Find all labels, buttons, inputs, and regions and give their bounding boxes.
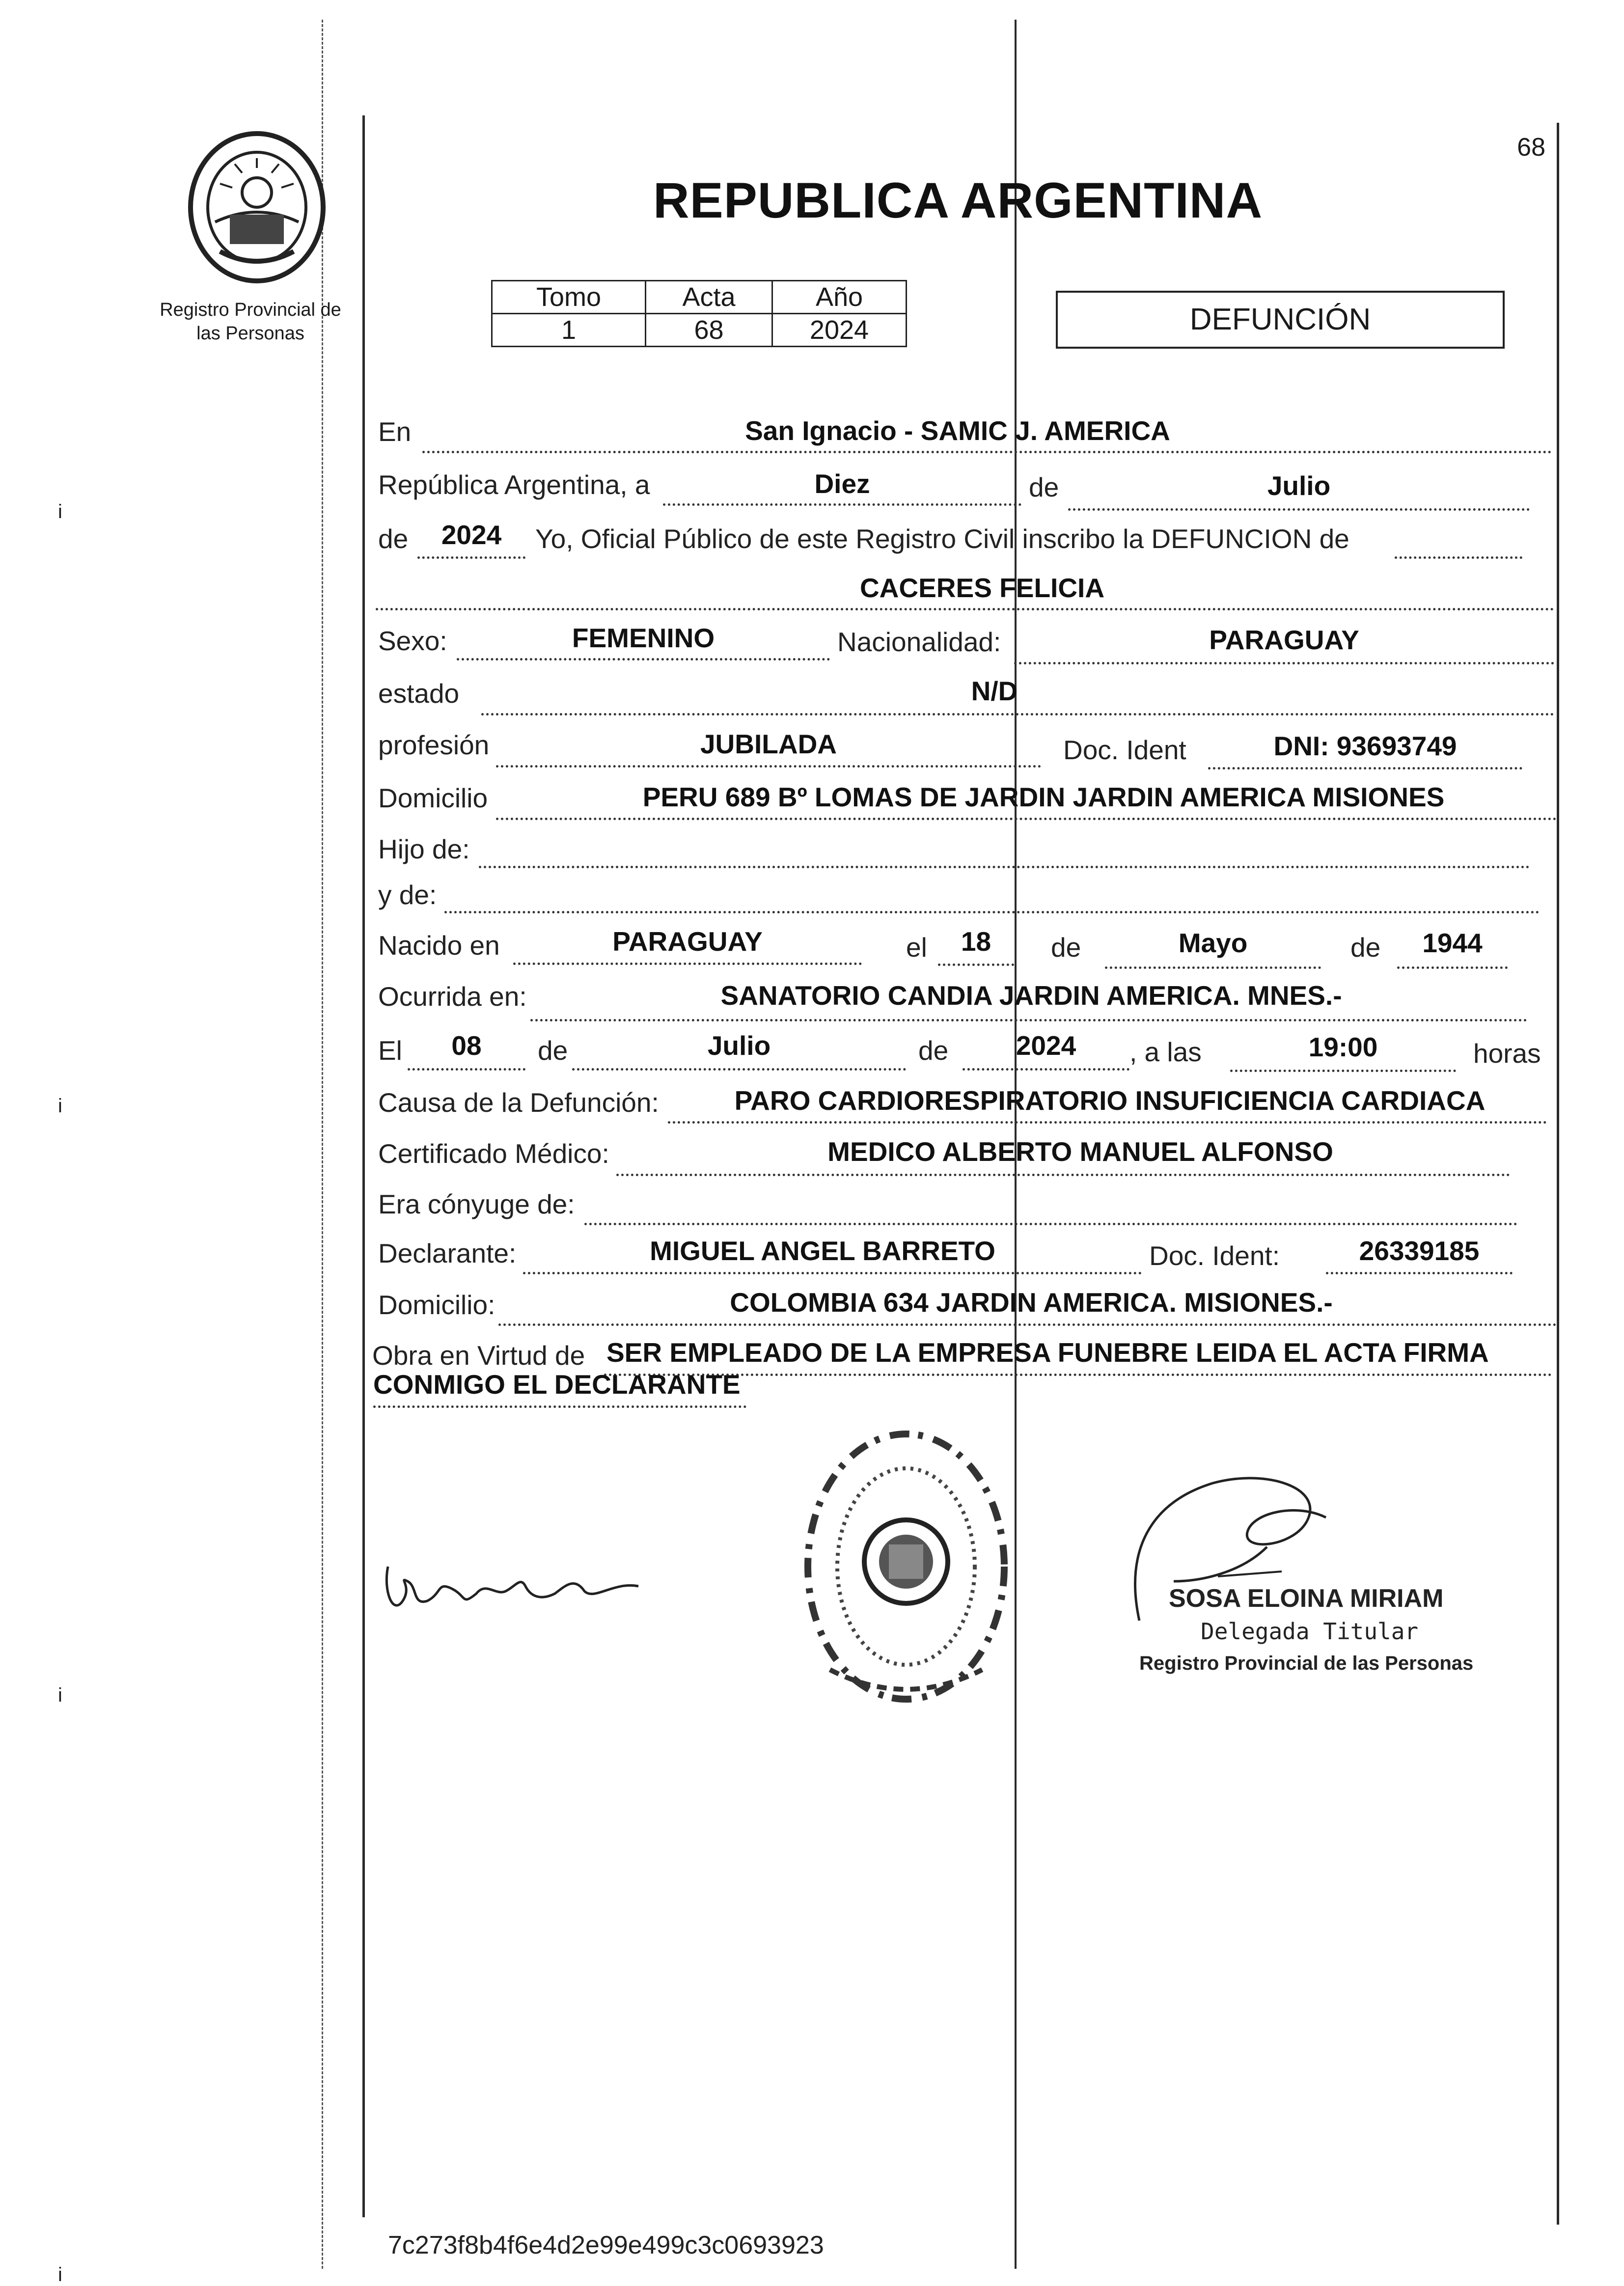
hours-label: horas bbox=[1473, 1038, 1541, 1069]
dotted-line bbox=[513, 963, 862, 965]
dotted-line bbox=[422, 451, 1552, 453]
child-of-label: Hijo de: bbox=[378, 834, 470, 864]
record-type-box: DEFUNCIÓN bbox=[1056, 291, 1505, 349]
de-label: de bbox=[1029, 472, 1059, 502]
place-value: San Ignacio - SAMIC J. AMERICA bbox=[745, 415, 1170, 446]
official-name: SOSA ELOINA MIRIAM bbox=[1169, 1584, 1444, 1613]
tomo-header: Tomo bbox=[492, 281, 646, 314]
declarant-signature bbox=[378, 1547, 653, 1625]
dotted-line bbox=[1208, 767, 1522, 770]
address-label: Domicilio bbox=[378, 783, 488, 813]
birth-year: 1944 bbox=[1422, 928, 1483, 958]
dotted-line bbox=[1326, 1272, 1513, 1274]
year-value: 2024 bbox=[441, 520, 502, 550]
form-right-border bbox=[1557, 123, 1559, 2225]
republica-label: República Argentina, a bbox=[378, 469, 650, 500]
civil-status-value: N/D bbox=[971, 676, 1018, 706]
declarant-value: MIGUEL ANGEL BARRETO bbox=[650, 1236, 995, 1266]
de-label: de bbox=[378, 523, 409, 554]
dotted-line bbox=[1014, 662, 1554, 664]
sex-value: FEMENINO bbox=[572, 623, 715, 653]
scan-mark: i bbox=[58, 1095, 62, 1117]
certificate-value: MEDICO ALBERTO MANUEL ALFONSO bbox=[827, 1136, 1333, 1167]
dotted-line bbox=[1068, 508, 1530, 511]
dotted-line bbox=[523, 1272, 1142, 1274]
scan-mark: i bbox=[58, 2264, 62, 2286]
registry-caption: Registro Provincial de las Personas bbox=[160, 300, 341, 344]
and-of-label: y de: bbox=[378, 880, 437, 910]
official-role: Delegada Titular bbox=[1201, 1618, 1419, 1645]
dotted-line bbox=[479, 866, 1530, 868]
page-number: 68 bbox=[1517, 133, 1545, 162]
cause-value: PARO CARDIORESPIRATORIO INSUFICIENCIA CARDIACA bbox=[734, 1085, 1486, 1116]
death-time: 19:00 bbox=[1308, 1032, 1378, 1062]
birth-month: Mayo bbox=[1178, 928, 1248, 958]
doc-value: DNI: 93693749 bbox=[1273, 731, 1457, 761]
born-in-label: Nacido en bbox=[378, 930, 500, 961]
death-month: Julio bbox=[707, 1030, 771, 1061]
dotted-line bbox=[572, 1068, 906, 1071]
en-label: En bbox=[378, 416, 412, 447]
occurred-at-value: SANATORIO CANDIA JARDIN AMERICA. MNES.- bbox=[720, 980, 1342, 1011]
month-value: Julio bbox=[1267, 470, 1331, 501]
nationality-label: Nacionalidad: bbox=[837, 627, 1001, 657]
dotted-line bbox=[1397, 966, 1508, 969]
dotted-line bbox=[1230, 1070, 1456, 1072]
anio-header: Año bbox=[772, 281, 907, 314]
dotted-line bbox=[530, 1019, 1527, 1021]
birth-day: 18 bbox=[961, 926, 991, 957]
dotted-line bbox=[604, 1374, 1552, 1376]
form-left-border bbox=[362, 115, 365, 2217]
birthplace-value: PARAGUAY bbox=[612, 926, 763, 957]
anio-value: 2024 bbox=[772, 314, 907, 347]
acta-value: 68 bbox=[646, 314, 772, 347]
dotted-line bbox=[373, 1405, 746, 1408]
de-label: de bbox=[1051, 932, 1081, 963]
dotted-line bbox=[444, 911, 1540, 913]
provincial-seal-emblem bbox=[186, 129, 328, 286]
scan-mark: i bbox=[58, 1684, 62, 1706]
de-label: de bbox=[918, 1035, 949, 1066]
official-registry: Registro Provincial de las Personas bbox=[1139, 1653, 1474, 1674]
declarant-doc-label: Doc. Ident: bbox=[1149, 1240, 1280, 1271]
profession-label: profesión bbox=[378, 730, 490, 760]
at-label: , a las bbox=[1129, 1037, 1202, 1067]
dotted-line bbox=[417, 556, 525, 559]
death-year: 2024 bbox=[1016, 1030, 1076, 1061]
official-statement: Yo, Oficial Público de este Registro Civil inscribo la DEFUNCION de bbox=[535, 523, 1349, 554]
dotted-line bbox=[584, 1223, 1517, 1225]
document-title: REPUBLICA ARGENTINA bbox=[653, 172, 1263, 228]
cause-label: Causa de la Defunción: bbox=[378, 1087, 659, 1118]
dotted-line bbox=[668, 1121, 1547, 1124]
document-hash: 7c273f8b4f6e4d2e99e499c3c0693923 bbox=[388, 2231, 824, 2259]
deceased-name: CACERES FELICIA bbox=[859, 573, 1105, 603]
official-stamp bbox=[791, 1414, 1021, 1719]
dotted-line bbox=[1105, 966, 1321, 969]
civil-status-label: estado bbox=[378, 678, 460, 709]
dotted-line bbox=[496, 765, 1041, 768]
acta-header: Acta bbox=[646, 281, 772, 314]
nationality-value: PARAGUAY bbox=[1209, 625, 1359, 655]
by-virtue-text-1: SER EMPLEADO DE LA EMPRESA FUNEBRE LEIDA EL ACTA FIRMA bbox=[606, 1337, 1489, 1368]
el-label: el bbox=[906, 932, 927, 963]
by-virtue-label: Obra en Virtud de bbox=[372, 1340, 585, 1371]
address-value: PERU 689 Bº LOMAS DE JARDIN JARDIN AMERICA MISIONES bbox=[642, 782, 1445, 812]
el-label: El bbox=[378, 1035, 402, 1066]
dotted-line bbox=[457, 658, 830, 661]
tomo-value: 1 bbox=[492, 314, 646, 347]
declarant-label: Declarante: bbox=[378, 1238, 517, 1268]
dotted-line bbox=[1395, 556, 1522, 559]
dotted-line bbox=[938, 964, 1014, 966]
de-label: de bbox=[538, 1035, 568, 1066]
spouse-label: Era cónyuge de: bbox=[378, 1189, 575, 1219]
certificate-label: Certificado Médico: bbox=[378, 1138, 609, 1169]
dotted-line bbox=[481, 713, 1554, 716]
profession-value: JUBILADA bbox=[700, 729, 837, 759]
occurred-at-label: Ocurrida en: bbox=[378, 981, 527, 1012]
dotted-line bbox=[963, 1068, 1129, 1071]
dotted-line bbox=[498, 1323, 1557, 1326]
dotted-line bbox=[663, 503, 1021, 506]
dotted-line bbox=[376, 608, 1554, 610]
dotted-line bbox=[496, 818, 1557, 820]
dotted-line bbox=[408, 1068, 525, 1071]
dotted-line bbox=[616, 1174, 1510, 1176]
scan-mark: i bbox=[58, 501, 62, 523]
doc-label: Doc. Ident bbox=[1063, 735, 1186, 765]
record-reference-table bbox=[491, 280, 907, 347]
de-label: de bbox=[1350, 932, 1381, 963]
declarant-address-label: Domicilio: bbox=[378, 1290, 495, 1320]
scan-edge-line bbox=[322, 20, 323, 2269]
declarant-doc-value: 26339185 bbox=[1359, 1236, 1480, 1266]
sex-label: Sexo: bbox=[378, 626, 447, 656]
death-day: 08 bbox=[451, 1030, 482, 1061]
declarant-address-value: COLOMBIA 634 JARDIN AMERICA. MISIONES.- bbox=[730, 1287, 1333, 1318]
by-virtue-text-2: CONMIGO EL DECLARANTE bbox=[373, 1369, 741, 1400]
day-value: Diez bbox=[814, 468, 870, 499]
